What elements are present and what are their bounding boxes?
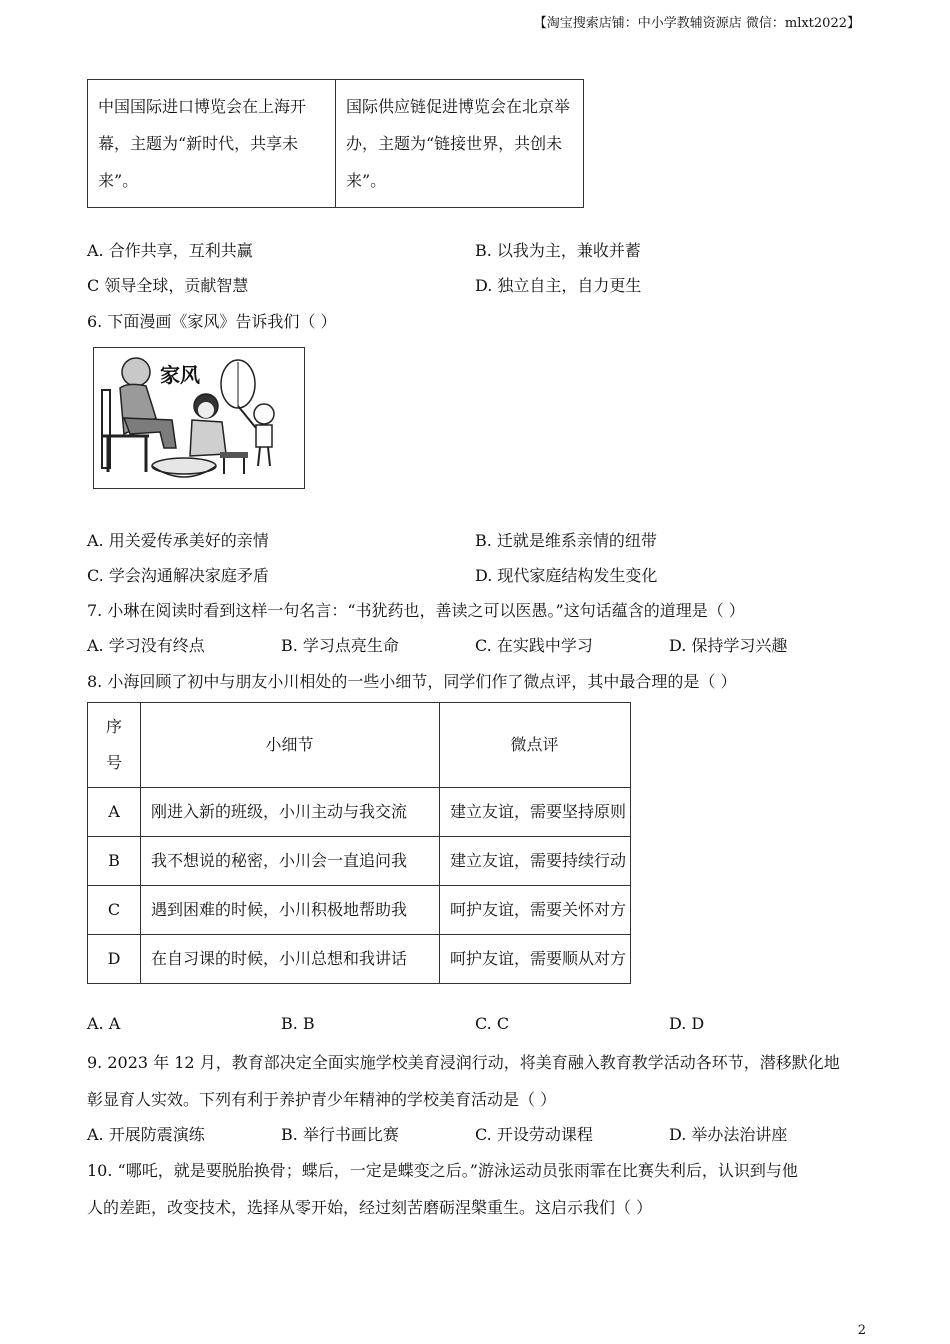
row-seq: A xyxy=(88,788,141,837)
family-comic-image xyxy=(93,347,305,489)
page-number: 2 xyxy=(857,1323,866,1338)
table-row xyxy=(88,837,631,886)
q9-option-b[interactable]: B. 举行书画比赛 xyxy=(281,1125,399,1144)
q7-stem: 7. 小琳在阅读时看到这样一句名言：“书犹药也，善读之可以医愚。”这句话蕴含的道理是（ ） xyxy=(87,601,745,620)
row-seq: C xyxy=(88,886,141,935)
table-row xyxy=(88,788,631,837)
q9-stem-line2: 彰显育人实效。下列有利于养护青少年精神的学校美育活动是（ ） xyxy=(87,1090,557,1109)
detail-header: 小细节 xyxy=(141,703,440,788)
q7-option-c[interactable]: C. 在实践中学习 xyxy=(475,636,593,655)
row-detail: 遇到困难的时候，小川积极地帮助我 xyxy=(141,886,440,935)
q8-option-c[interactable]: C. C xyxy=(475,1014,510,1033)
comic-title: 家风 xyxy=(160,363,200,387)
friendship-table xyxy=(87,702,631,984)
q8-option-b[interactable]: B. B xyxy=(281,1014,315,1033)
comment-header: 微点评 xyxy=(440,703,631,788)
q7-option-b[interactable]: B. 学习点亮生命 xyxy=(281,636,399,655)
q7-option-a[interactable]: A. 学习没有终点 xyxy=(87,636,205,655)
q6-option-c[interactable]: C. 学会沟通解决家庭矛盾 xyxy=(87,566,269,585)
row-detail: 在自习课的时候，小川总想和我讲话 xyxy=(141,935,440,984)
page-header: 【淘宝搜索店铺：中小学教辅资源店 微信：mlxt2022】 xyxy=(533,16,860,31)
q10-stem-line2: 人的差距，改变技术，选择从零开始，经过刻苦磨砺涅槃重生。这启示我们（ ） xyxy=(87,1198,653,1217)
q9-option-c[interactable]: C. 开设劳动课程 xyxy=(475,1125,593,1144)
q5-option-d[interactable]: D. 独立自主，自力更生 xyxy=(475,276,642,295)
row-comment: 呵护友谊，需要关怀对方 xyxy=(440,886,631,935)
q5-option-c[interactable]: C 领导全球，贡献智慧 xyxy=(87,276,249,295)
seq-header-line1: 序 xyxy=(105,717,122,736)
row-comment: 建立友谊，需要持续行动 xyxy=(440,837,631,886)
family-comic-illustration xyxy=(94,348,304,488)
seq-header xyxy=(88,703,141,788)
row-seq: B xyxy=(88,837,141,886)
row-comment: 建立友谊，需要坚持原则 xyxy=(440,788,631,837)
q9-option-a[interactable]: A. 开展防震演练 xyxy=(87,1125,205,1144)
table-row xyxy=(88,886,631,935)
row-detail: 刚进入新的班级，小川主动与我交流 xyxy=(141,788,440,837)
q8-option-a[interactable]: A. A xyxy=(87,1014,121,1033)
q8-stem: 8. 小海回顾了初中与朋友小川相处的一些小细节，同学们作了微点评，其中最合理的是（ ） xyxy=(87,672,737,691)
expo-table xyxy=(87,79,584,208)
q6-option-d[interactable]: D. 现代家庭结构发生变化 xyxy=(475,566,658,585)
q6-stem: 6. 下面漫画《家风》告诉我们（ ） xyxy=(87,312,337,331)
q10-stem-line1: 10. “哪吒，就是要脱胎换骨；蝶后，一定是蝶变之后。”游泳运动员张雨霏在比赛失利后，认识到与他 xyxy=(87,1161,798,1180)
q9-option-d[interactable]: D. 举办法治讲座 xyxy=(669,1125,788,1144)
expo-cell-shanghai: 中国国际进口博览会在上海开幕，主题为“新时代，共享未来”。 xyxy=(88,80,336,208)
q6-option-b[interactable]: B. 迁就是维系亲情的纽带 xyxy=(475,531,657,550)
row-seq: D xyxy=(88,935,141,984)
q7-option-d[interactable]: D. 保持学习兴趣 xyxy=(669,636,788,655)
expo-cell-beijing: 国际供应链促进博览会在北京举办，主题为“链接世界，共创未来”。 xyxy=(336,80,584,208)
seq-header-line2: 号 xyxy=(105,753,122,772)
q9-stem-line1: 9. 2023 年 12 月，教育部决定全面实施学校美育浸润行动，将美育融入教育教学活动各环节，潜移默化地 xyxy=(87,1053,840,1072)
row-detail: 我不想说的秘密，小川会一直追问我 xyxy=(141,837,440,886)
q5-option-b[interactable]: B. 以我为主，兼收并蓄 xyxy=(475,241,641,260)
table-row xyxy=(88,935,631,984)
q8-option-d[interactable]: D. D xyxy=(669,1014,705,1033)
q6-option-a[interactable]: A. 用关爱传承美好的亲情 xyxy=(87,531,269,550)
row-comment: 呵护友谊，需要顺从对方 xyxy=(440,935,631,984)
q5-option-a[interactable]: A. 合作共享，互利共赢 xyxy=(87,241,253,260)
